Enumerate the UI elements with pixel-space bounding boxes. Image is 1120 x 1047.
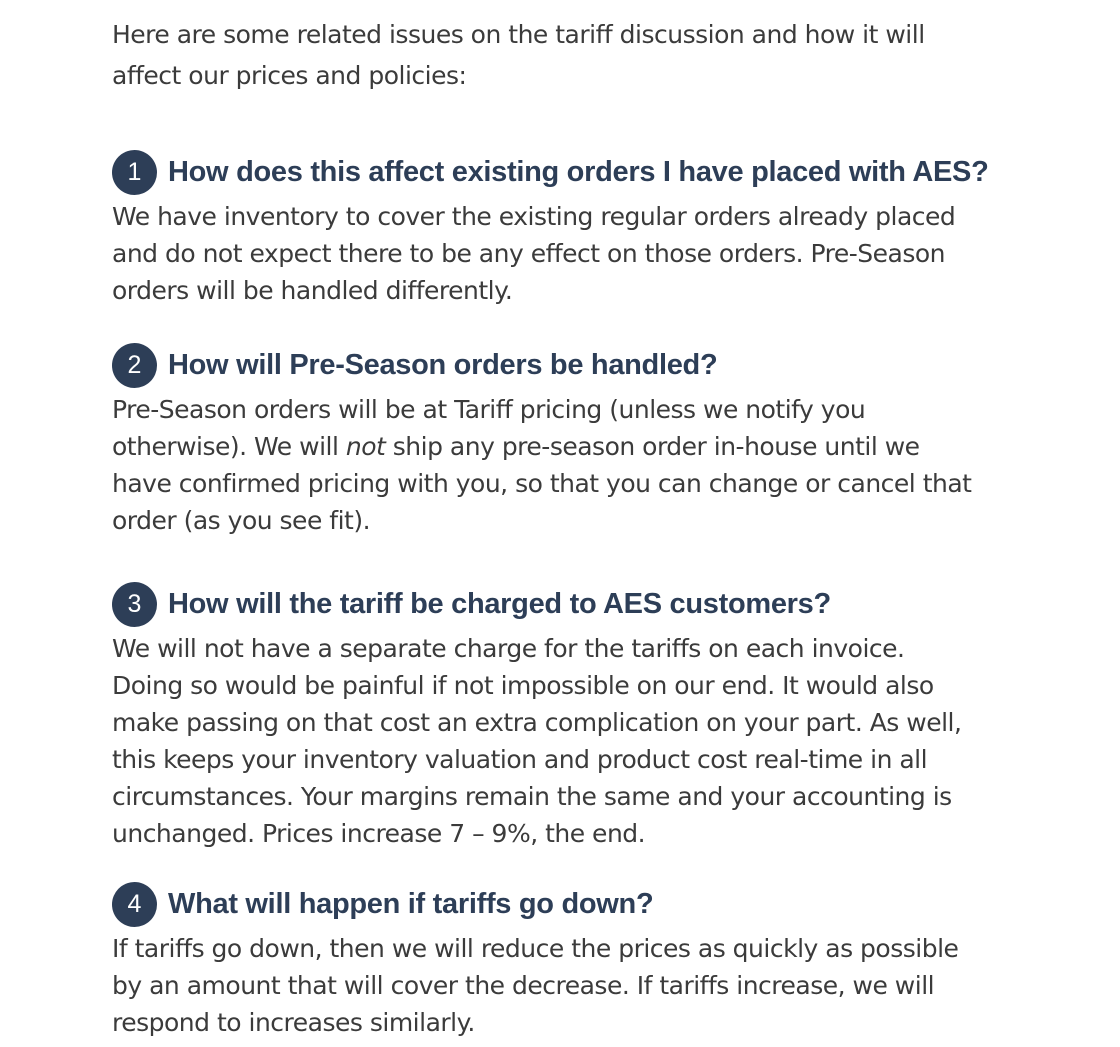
question-heading <box>112 148 1012 196</box>
intro-paragraph <box>112 14 992 96</box>
answer-line: circumstances. Your margins remain the same and your accounting is <box>112 782 952 811</box>
answer-paragraph <box>112 198 992 309</box>
question-title: How will the tariff be charged to AES customers? <box>168 587 831 620</box>
answer-line: unchanged. Prices increase 7 – 9%, the end. <box>112 819 646 848</box>
intro-line: affect our prices and policies: <box>112 61 467 90</box>
number-badge-icon: 3 <box>112 582 157 627</box>
answer-line: respond to increases similarly. <box>112 1008 475 1037</box>
faq-item-1 <box>112 148 1012 309</box>
answer-paragraph <box>112 930 992 1041</box>
emphasis-text: not <box>345 432 386 461</box>
answer-paragraph <box>112 630 992 852</box>
answer-line: have confirmed pricing with you, so that you can change or cancel that <box>112 469 972 498</box>
answer-line: this keeps your inventory valuation and product cost real-time in all <box>112 745 928 774</box>
number-badge-icon: 4 <box>112 882 157 927</box>
answer-paragraph <box>112 391 992 539</box>
answer-line: We have inventory to cover the existing regular orders already placed <box>112 202 956 231</box>
number-badge-icon: 2 <box>112 343 157 388</box>
answer-line: orders will be handled differently. <box>112 276 513 305</box>
answer-line: Doing so would be painful if not impossible on our end. It would also <box>112 671 934 700</box>
number-badge-icon: 1 <box>112 150 157 195</box>
question-heading <box>112 580 1012 628</box>
faq-item-2 <box>112 341 1012 539</box>
answer-line: If tariffs go down, then we will reduce the prices as quickly as possible <box>112 934 959 963</box>
answer-line: make passing on that cost an extra complication on your part. As well, <box>112 708 962 737</box>
question-heading <box>112 880 1012 928</box>
answer-line: order (as you see fit). <box>112 506 371 535</box>
answer-text: otherwise). We will <box>112 432 346 461</box>
answer-text: ship any pre-season order in-house until we <box>385 432 920 461</box>
answer-line: by an amount that will cover the decrease. If tariffs increase, we will <box>112 971 935 1000</box>
faq-item-4 <box>112 880 1012 1041</box>
question-title: How will Pre-Season orders be handled? <box>168 348 718 381</box>
question-heading <box>112 341 1012 389</box>
answer-line: Pre-Season orders will be at Tariff pricing (unless we notify you <box>112 395 866 424</box>
intro-line: Here are some related issues on the tariff discussion and how it will <box>112 20 925 49</box>
faq-item-3 <box>112 580 1012 852</box>
answer-line: and do not expect there to be any effect on those orders. Pre-Season <box>112 239 946 268</box>
question-title: How does this affect existing orders I have placed with AES? <box>168 155 989 188</box>
answer-line-with-emphasis <box>112 428 992 465</box>
answer-line: We will not have a separate charge for the tariffs on each invoice. <box>112 634 905 663</box>
question-title: What will happen if tariffs go down? <box>168 887 654 920</box>
